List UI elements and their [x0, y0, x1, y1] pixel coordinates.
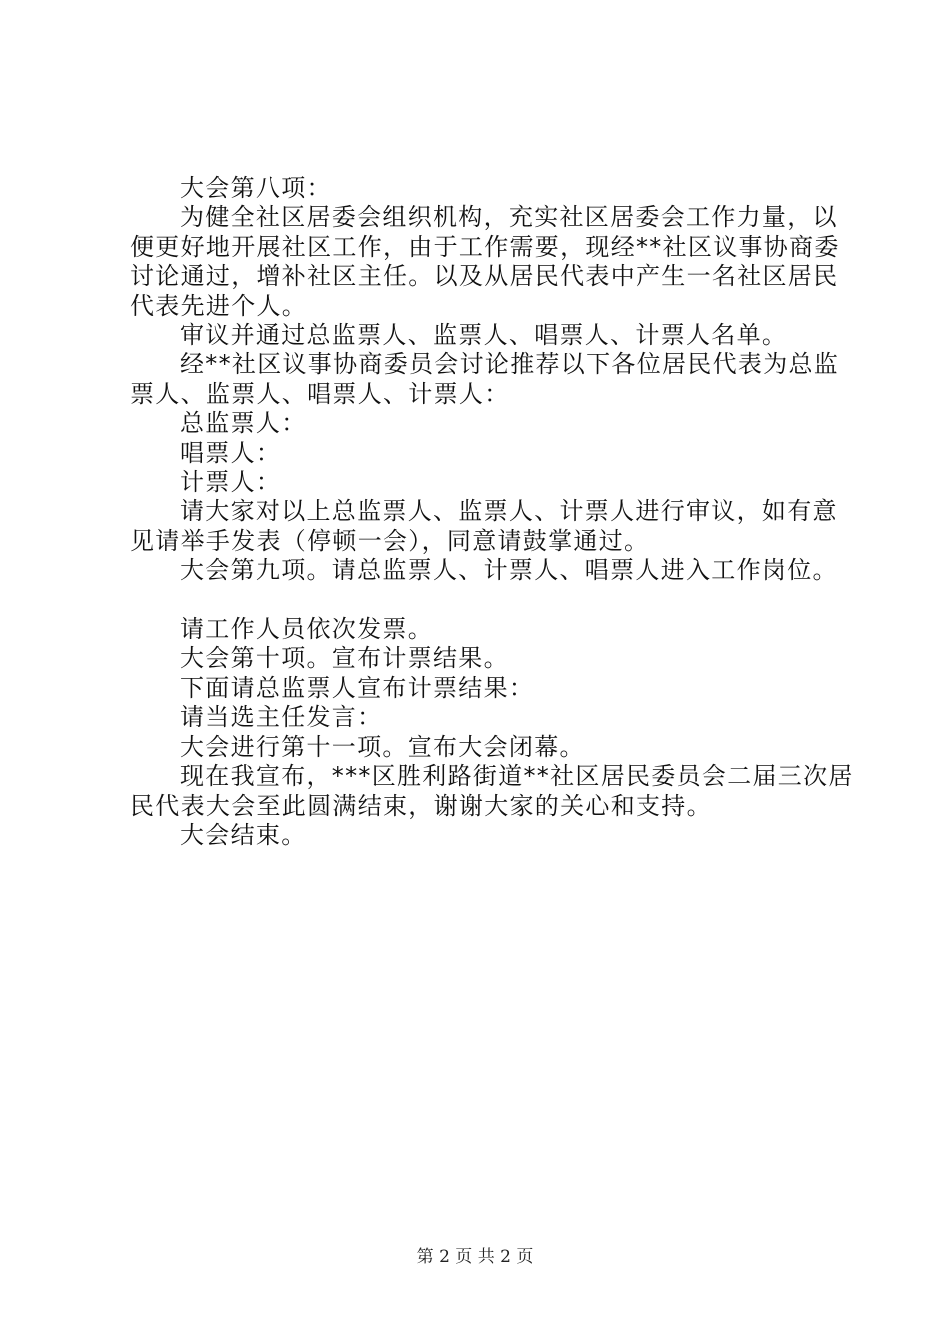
paragraph-item-10: 大会第十项。宣布计票结果。: [180, 644, 509, 673]
paragraph-closing-declaration: 现在我宣布，***区胜利路街道**社区居民委员会二届三次居民代表大会至此圆满结束，谢谢大家的关心和支持。: [130, 762, 854, 820]
paragraph-item-8-heading: 大会第八项：: [180, 174, 332, 202]
paragraph-spacer: [130, 586, 855, 615]
paragraph-purpose: 为健全社区居委会组织机构，充实社区居委会工作力量，以便更好地开展社区工作，由于工作需要，现经**社区议事协商委讨论通过，增补社区主任。以及从居民代表中产生一名社区居民代表先进个人。: [130, 203, 840, 320]
paragraph-review-request: 请大家对以上总监票人、监票人、计票人进行审议，如有意见请举手发表（停顿一会），同意请鼓掌通过。: [130, 497, 838, 555]
paragraph-announce-results: 下面请总监票人宣布计票结果：: [180, 673, 535, 702]
paragraph-item-11: 大会进行第十一项。宣布大会闭幕。: [180, 732, 585, 761]
paragraph-recommend: 经**社区议事协商委员会讨论推荐以下各位居民代表为总监票人、监票人、唱票人、计票人：: [130, 350, 840, 408]
paragraph-vote-counter: 计票人：: [180, 468, 282, 497]
paragraph-review-list: 审议并通过总监票人、监票人、唱票人、计票人名单。: [180, 321, 788, 350]
paragraph-director-speech: 请当选主任发言：: [180, 703, 383, 732]
document-body: [130, 174, 855, 850]
paragraph-chief-supervisor: 总监票人：: [180, 409, 307, 438]
page-number-footer: 第 2 页 共 2 页: [416, 1247, 534, 1267]
paragraph-item-9: 大会第九项。请总监票人、计票人、唱票人进入工作岗位。: [180, 556, 838, 585]
paragraph-vote-caller: 唱票人：: [180, 438, 282, 467]
paragraph-meeting-end: 大会结束。: [180, 820, 307, 849]
paragraph-distribute-ballots: 请工作人员依次发票。: [180, 615, 433, 644]
